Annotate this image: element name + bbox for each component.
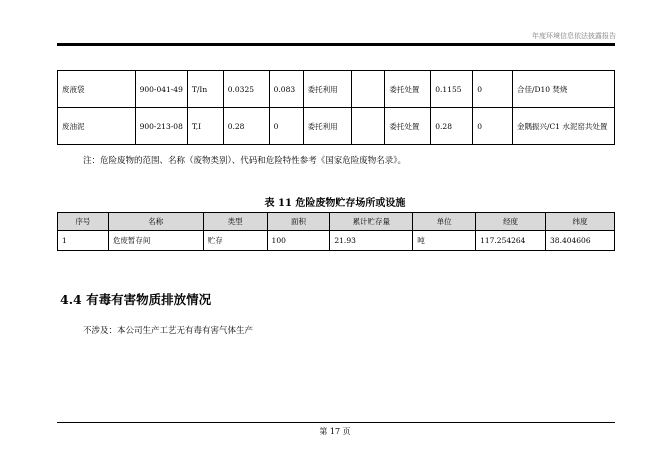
table-cell: 100 bbox=[267, 231, 330, 251]
table-cell: 0.28 bbox=[223, 108, 269, 145]
table-cell: 38.404606 bbox=[546, 231, 615, 251]
table-cell: 0 bbox=[269, 108, 303, 145]
hazardous-waste-table bbox=[57, 70, 615, 145]
table-row bbox=[58, 71, 615, 108]
column-header: 类型 bbox=[203, 213, 267, 231]
header-text: 年度环境信息依法披露报告 bbox=[532, 32, 616, 40]
column-header: 序号 bbox=[58, 213, 109, 231]
table-cell: 吨 bbox=[413, 231, 476, 251]
column-header: 经度 bbox=[476, 213, 546, 231]
table-cell: 废油泥 bbox=[58, 108, 136, 145]
section-heading: 4.4 有毒有害物质排放情况 bbox=[60, 292, 212, 307]
table-cell: 21.93 bbox=[330, 231, 413, 251]
table-cell: 1 bbox=[58, 231, 109, 251]
table-cell: 0 bbox=[473, 108, 513, 145]
table-cell bbox=[351, 71, 385, 108]
column-header: 纬度 bbox=[546, 213, 615, 231]
table-cell bbox=[351, 108, 385, 145]
table-cell: 0.1155 bbox=[431, 71, 473, 108]
storage-facility-table bbox=[57, 212, 615, 251]
table-cell: 0.28 bbox=[431, 108, 473, 145]
column-header: 单位 bbox=[413, 213, 476, 231]
body-paragraph: 不涉及：本公司生产工艺无有毒有害气体生产 bbox=[83, 326, 254, 336]
table-cell: T,I bbox=[187, 108, 223, 145]
table-caption: 表 11 危险废物贮存场所或设施 bbox=[264, 198, 406, 209]
table-cell: 委托利用 bbox=[303, 108, 351, 145]
table-header-row bbox=[58, 213, 615, 231]
table-cell: 委托处置 bbox=[385, 108, 431, 145]
table-cell: 0 bbox=[473, 71, 513, 108]
table-cell: 900-041-49 bbox=[135, 71, 187, 108]
footer-rule bbox=[57, 422, 615, 423]
column-header: 累计贮存量 bbox=[330, 213, 413, 231]
column-header: 面积 bbox=[267, 213, 330, 231]
table-cell: 金隅振兴/C1 水泥窑共处置 bbox=[512, 108, 614, 145]
table-cell: 危废暂存间 bbox=[108, 231, 203, 251]
table-row bbox=[58, 231, 615, 251]
table-cell: 委托利用 bbox=[303, 71, 351, 108]
table-row bbox=[58, 108, 615, 145]
table-cell: 117.254264 bbox=[476, 231, 546, 251]
page-number: 第 17 页 bbox=[319, 427, 351, 436]
table-cell: 0.0325 bbox=[223, 71, 269, 108]
table-cell: T/In bbox=[187, 71, 223, 108]
column-header: 名称 bbox=[108, 213, 203, 231]
table-cell: 900-213-08 bbox=[135, 108, 187, 145]
table-cell: 合佳/D10 焚烧 bbox=[512, 71, 614, 108]
table-cell: 0.083 bbox=[269, 71, 303, 108]
table-cell: 贮存 bbox=[203, 231, 267, 251]
header-rule bbox=[57, 43, 615, 46]
table-cell: 委托处置 bbox=[385, 71, 431, 108]
table-cell: 废液袋 bbox=[58, 71, 136, 108]
table-note: 注：危险废物的范围、名称（废物类别）、代码和危险特性参考《国家危险废物名录》。 bbox=[83, 156, 407, 166]
